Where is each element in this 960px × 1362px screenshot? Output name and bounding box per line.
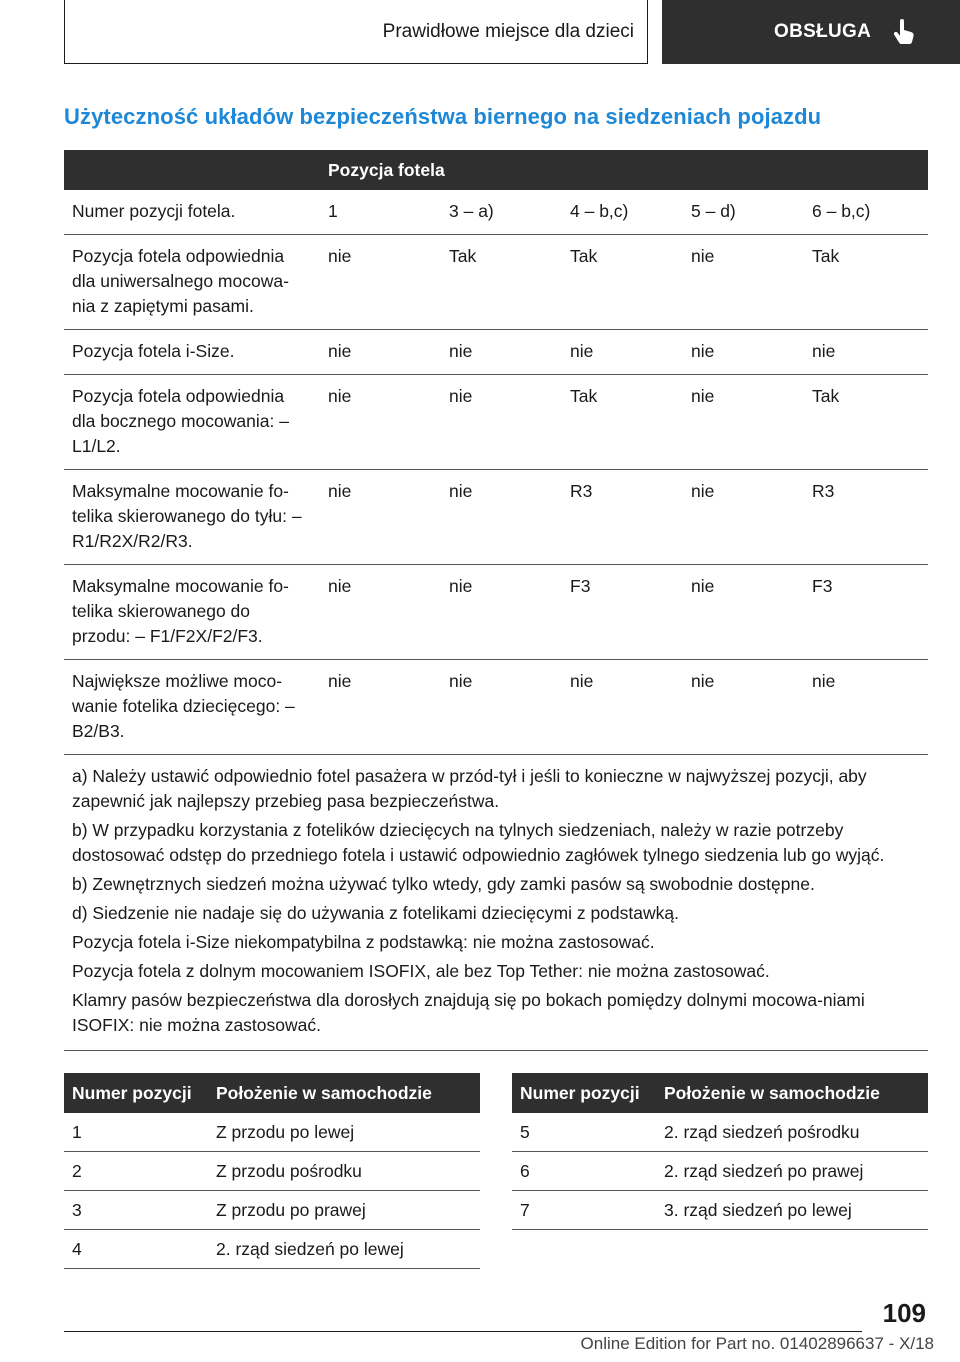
table-cell: nie [320,660,441,755]
seat-usability-table [64,150,928,1051]
table-cell: nie [320,565,441,660]
table-cell: 6 [512,1152,656,1191]
table-cell: nie [320,375,441,470]
positions-table-left [64,1073,480,1269]
table-cell: Tak [441,235,562,330]
table-cell: nie [683,470,804,565]
table-cell: F3 [804,565,928,660]
table-cell: 2. rząd siedzeń pośrodku [656,1113,928,1152]
table-cell: nie [441,565,562,660]
table-cell: 2 [64,1152,208,1191]
table-cell: R3 [562,470,683,565]
table-cell: 5 [512,1113,656,1152]
table-cell: 1 [64,1113,208,1152]
chapter-tab[interactable] [662,0,960,64]
table-cell: nie [683,375,804,470]
row-label: Największe możliwe moco‐wanie fotelika dziecięcego: – B2/B3. [64,660,320,755]
table-row [64,660,928,755]
row-label: Maksymalne mocowanie fo‐telika skierowanego do tyłu: – R1/R2X/R2/R3. [64,470,320,565]
note: Klamry pasów bezpieczeństwa dla dorosłych znajdują się po bokach pomiędzy dolnymi mocowa‐niami ISOFIX: nie można zastosować. [72,990,865,1035]
notes-row [64,755,928,1051]
note: b) Zewnętrznych siedzeń można używać tylko wtedy, gdy zamki pasów są swobodnie dostępne. [72,874,815,894]
table-cell: Z przodu po lewej [208,1113,480,1152]
table-row [512,1191,928,1230]
table-cell: 4 [64,1230,208,1269]
row-label: Numer pozycji fotela. [64,190,320,235]
table-cell: nie [320,470,441,565]
table-cell: 6 – b,c) [804,190,928,235]
table-row [64,470,928,565]
column-header: Położenie w samochodzie [208,1073,480,1113]
table-cell: 3 [64,1191,208,1230]
table-cell: Tak [562,375,683,470]
section-header [64,0,648,64]
page-title: Użyteczność układów bezpieczeństwa biernego na siedzeniach pojazdu [64,104,822,129]
table-cell: 2. rząd siedzeń po lewej [208,1230,480,1269]
table-row [64,235,928,330]
table-cell: nie [683,565,804,660]
table-cell: F3 [562,565,683,660]
table-cell: nie [683,660,804,755]
table-cell: 2. rząd siedzeń po prawej [656,1152,928,1191]
table-cell: nie [683,235,804,330]
table-cell: nie [804,330,928,375]
table-row [64,190,928,235]
hand-pointer-icon [893,19,915,45]
chapter-label: OBSŁUGA [774,21,872,42]
row-label: Pozycja fotela i-Size. [64,330,320,375]
table-header-row [512,1073,928,1113]
table-row [64,565,928,660]
table-cell: 7 [512,1191,656,1230]
table-cell: 3. rząd siedzeń po lewej [656,1191,928,1230]
table-cell: nie [441,375,562,470]
table-cell: Z przodu po prawej [208,1191,480,1230]
table-cell: Tak [562,235,683,330]
table-row [512,1152,928,1191]
table-cell: nie [441,330,562,375]
table-cell: Tak [804,235,928,330]
table-row [64,1191,480,1230]
table-row [512,1113,928,1152]
table-cell: 5 – d) [683,190,804,235]
table-row [64,1230,480,1269]
table-cell: Tak [804,375,928,470]
table-cell: 3 – a) [441,190,562,235]
table-cell: 1 [320,190,441,235]
table-header-row [64,1073,480,1113]
table-header-row [64,150,928,190]
table-cell: Z przodu pośrodku [208,1152,480,1191]
table-cell: nie [683,330,804,375]
table-cell: nie [441,470,562,565]
table-row [64,375,928,470]
table-cell: nie [441,660,562,755]
column-header: Położenie w samochodzie [656,1073,928,1113]
table-notes [64,755,928,1051]
table-cell: nie [320,235,441,330]
table-cell: nie [320,330,441,375]
positions-table-right [512,1073,928,1230]
table-header-label: Pozycja fotela [320,150,928,190]
page-number: 109 [882,1298,926,1328]
row-label: Maksymalne mocowanie fo‐telika skierowanego do przodu: – F1/F2X/F2/F3. [64,565,320,660]
table-row [64,1113,480,1152]
row-label: Pozycja fotela odpowiednia dla uniwersalnego mocowa‐nia z zapiętymi pasami. [64,235,320,330]
row-label: Pozycja fotela odpowiednia dla bocznego mocowania: – L1/L2. [64,375,320,470]
column-header: Numer pozycji [512,1073,656,1113]
footer-divider [64,1331,862,1332]
table-cell: nie [562,660,683,755]
note: Pozycja fotela i-Size niekompatybilna z podstawką: nie można zastosować. [72,932,655,952]
note: Pozycja fotela z dolnym mocowaniem ISOFIX, ale bez Top Tether: nie można zastosować. [72,961,770,981]
table-cell: nie [804,660,928,755]
note: d) Siedzenie nie nadaje się do używania z fotelikami dziecięcymi z podstawką. [72,903,679,923]
section-title: Prawidłowe miejsce dla dzieci [382,20,634,42]
note: b) W przypadku korzystania z fotelików dziecięcych na tylnych siedzeniach, należy w razie potrzeby dostosować odstęp do przedniego fotela i ustawić odpowiednio zagłówek tylnego siedzenia lub go wyjąć. [72,820,885,865]
table-row [64,330,928,375]
footer-text: Online Edition for Part no. 01402896637 - X/18 [580,1334,934,1353]
table-cell: R3 [804,470,928,565]
table-cell: nie [562,330,683,375]
table-cell: 4 – b,c) [562,190,683,235]
table-row [64,1152,480,1191]
note: a) Należy ustawić odpowiednio fotel pasażera w przód-tył i jeśli to konieczne w najwyższej pozycji, aby zapewnić jak najlepszy przebieg pasa bezpieczeństwa. [72,766,867,811]
column-header: Numer pozycji [64,1073,208,1113]
